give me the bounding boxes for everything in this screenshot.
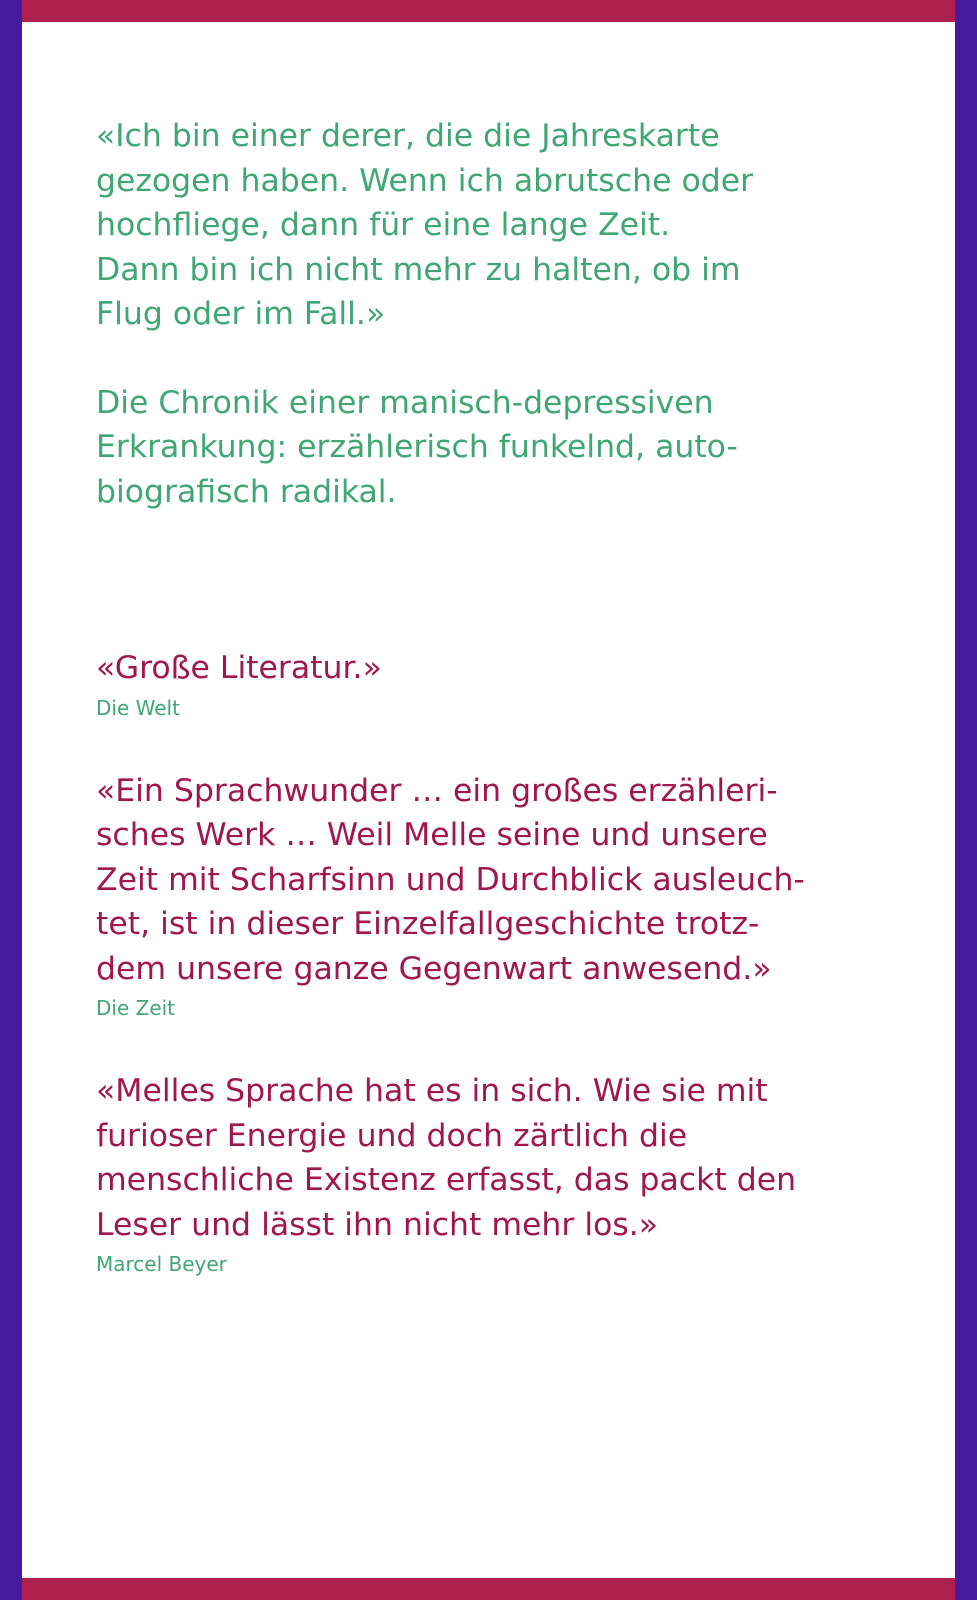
cover-text <box>96 114 896 1277</box>
review-item <box>96 769 896 1022</box>
review-quote: «Große Literatur.» <box>96 650 382 686</box>
review-source: Die Zeit <box>96 996 176 1020</box>
excerpt-quote: «Ich bin einer derer, die die Jahreskarte gezogen haben. Wenn ich abrutsche oder hochfliege, dann für eine lange Zeit. Dann bin ich nicht mehr zu halten, ob im Flug oder im Fall.» <box>96 118 754 332</box>
review-item <box>96 646 896 721</box>
review-item <box>96 1069 896 1277</box>
cover-page <box>22 22 955 1578</box>
bottom-accent-bar <box>22 1578 955 1600</box>
review-source: Die Welt <box>96 695 180 720</box>
book-description: Die Chronik einer manisch-depressiven Erkrankung: erzählerisch funkelnd, auto- biografisch radikal. <box>96 384 738 510</box>
review-quote: «Melles Sprache hat es in sich. Wie sie mit furioser Energie und doch zärtlich die menschliche Existenz erfasst, das packt den Leser und lässt ihn nicht mehr los.» <box>96 1073 797 1243</box>
review-source: Marcel Beyer <box>96 1252 227 1276</box>
review-list <box>96 646 896 1277</box>
review-quote: «Ein Sprachwunder … ein großes erzähleri- sches Werk … Weil Melle seine und unsere Zeit mit Scharfsinn und Durchblick ausleuch- tet, ist in dieser Einzelfallgeschichte trotz- dem unsere ganze Gegenwart anwesend.» <box>96 772 805 987</box>
top-accent-bar <box>22 0 955 22</box>
